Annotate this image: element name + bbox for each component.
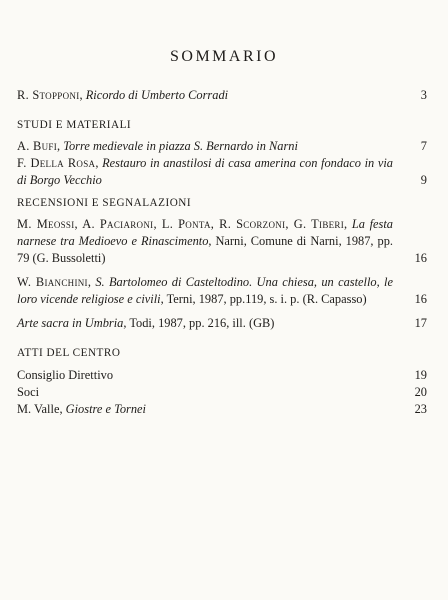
entry-title: Ricordo di Umberto Corradi [85, 88, 229, 102]
toc-intro [17, 87, 427, 104]
section-atti [17, 345, 427, 418]
entry-page: 9 [420, 173, 427, 187]
entry-author: W. Bianchini [17, 275, 88, 289]
toc-entry[interactable] [17, 384, 427, 401]
section-recensioni [17, 195, 427, 332]
toc-entry[interactable]: M. Valle, Giostre e Tornei 23 [17, 402, 427, 416]
entry-title: Consiglio Direttivo [17, 368, 114, 382]
entry-details: Terni, 1987, pp.119, s. i. p. (R. Capasso) [166, 292, 367, 306]
entry-title: Giostre e Tornei [65, 402, 146, 416]
entry-page: 20 [414, 385, 427, 399]
entry-page: 17 [414, 316, 427, 330]
toc-entry[interactable]: M. Meossi, A. Paciaroni, L. Ponta, R. Scorzoni, G. Tiberi, La festa narnese tra Medioevo e Rinascimento, Narni, Comune di Narni, 1987, pp. 79 (G. Bussoletti) 16 [17, 217, 427, 265]
toc-entry[interactable] [17, 367, 427, 384]
toc-entry[interactable]: Arte sacra in Umbria, Todi, 1987, pp. 216, ill. (GB) 17 [17, 316, 427, 330]
entry-author: A. Bufi [17, 139, 58, 153]
entry-page: 16 [414, 251, 427, 265]
entry-author: R. Stopponi [17, 88, 80, 102]
section-studi [17, 117, 427, 189]
toc-entry[interactable]: W. Bianchini, S. Bartolomeo di Casteltodino. Una chiesa, un castello, le loro vicende religiose e civili, Terni, 1987, pp.119, s. i. p. (R. Capasso) 16 [17, 275, 427, 306]
entry-page: 19 [414, 368, 427, 382]
entry-author: M. Valle [17, 402, 60, 416]
entry-page: 23 [414, 402, 427, 416]
section-heading: RECENSIONI E SEGNALAZIONI [17, 197, 192, 209]
toc-entry[interactable]: F. Della Rosa, Restauro in anastilosi di casa amerina con fondaco in via di Borgo Vecchio 9 [17, 156, 427, 187]
entry-title: S. Bartolomeo di Casteltodino. Una chiesa, un castello, le loro vicende religiose e civili [17, 275, 393, 306]
entry-title: Torre medievale in piazza S. Bernardo in Narni [63, 139, 298, 153]
entry-title: Soci [17, 385, 40, 399]
toc-entry[interactable]: R. Stopponi, Ricordo di Umberto Corradi 3 [17, 88, 427, 102]
entry-page: 16 [414, 292, 427, 306]
entry-title: La festa narnese tra Medioevo e Rinascimento [17, 217, 394, 248]
entry-page: 7 [420, 139, 427, 153]
section-heading: ATTI DEL CENTRO [17, 347, 121, 359]
entry-authors: M. Meossi, A. Paciaroni, L. Ponta, R. Scorzoni, G. Tiberi [17, 217, 345, 231]
entry-page: 3 [420, 88, 427, 102]
entry-title: Arte sacra in Umbria [17, 316, 124, 330]
toc-entry[interactable]: A. Bufi, Torre medievale in piazza S. Bernardo in Narni 7 [17, 139, 427, 153]
entry-author: F. Della Rosa [17, 156, 96, 170]
entry-details: Narni, Comune di Narni, 1987, pp. 79 (G. Bussoletti) [17, 234, 393, 265]
page-title: SOMMARIO [169, 48, 278, 65]
section-heading: STUDI E MATERIALI [17, 119, 132, 131]
entry-details: Todi, 1987, pp. 216, ill. (GB) [129, 316, 275, 330]
entry-title: Restauro in anastilosi di casa amerina con fondaco in via di Borgo Vecchio [17, 156, 393, 187]
